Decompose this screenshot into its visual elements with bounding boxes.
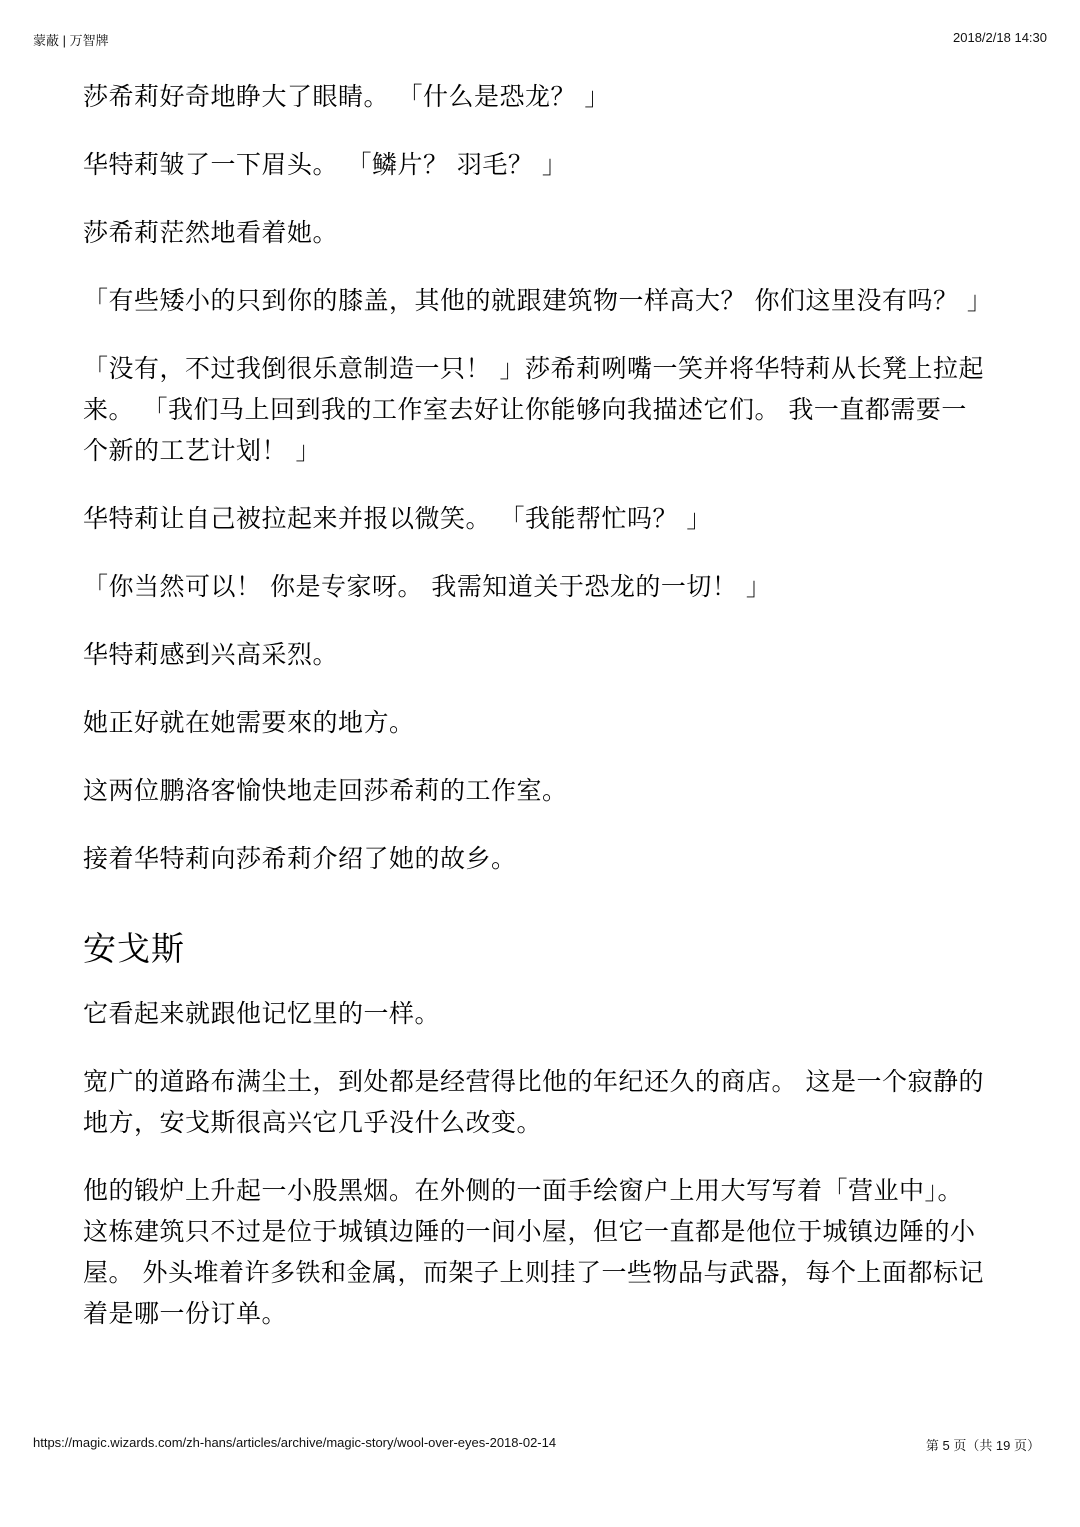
- article-body: [83, 76, 993, 1361]
- paragraph: 它看起来就跟他记忆里的一样。: [83, 999, 441, 1028]
- paragraph: 宽广的道路布满尘土，到处都是经营得比他的年纪还久的商店。 这是一个寂静的地方，安戈斯很高兴它几乎没什么改变。: [83, 1067, 984, 1137]
- page-indicator: 第 5 页（共 19 页）: [925, 1438, 1040, 1453]
- paragraph: 接着华特莉向莎希莉介绍了她的故乡。: [83, 844, 517, 873]
- paragraph: 「你当然可以！ 你是专家呀。 我需知道关于恐龙的一切！ 」: [83, 572, 772, 601]
- paragraph: 「有些矮小的只到你的膝盖，其他的就跟建筑物一样高大？ 你们这里没有吗？ 」: [83, 286, 993, 315]
- paragraph: 华特莉让自己被拉起来并报以微笑。 「我能帮忙吗？ 」: [83, 504, 712, 533]
- section-heading: 安戈斯: [83, 929, 185, 968]
- paragraph: 华特莉皱了一下眉头。 「鳞片？ 羽毛？ 」: [83, 150, 568, 179]
- paragraph: 莎希莉茫然地看着她。: [83, 218, 339, 247]
- page-title: 蒙蔽 | 万智牌: [33, 33, 109, 48]
- paragraph: 「没有，不过我倒很乐意制造一只！ 」莎希莉咧嘴一笑并将华特莉从长凳上拉起来。 「我们马上回到我的工作室去好让你能够向我描述它们。 我一直都需要一个新的工艺计划！ 」: [83, 354, 984, 465]
- paragraph: 这两位鹏洛客愉快地走回莎希莉的工作室。: [83, 776, 568, 805]
- paragraph: 华特莉感到兴高采烈。: [83, 640, 339, 669]
- print-header: [33, 30, 1047, 48]
- paragraph: 她正好就在她需要來的地方。: [83, 708, 415, 737]
- paragraph: 莎希莉好奇地睁大了眼睛。 「什么是恐龙？ 」: [83, 82, 610, 111]
- print-footer: [33, 1435, 1040, 1453]
- source-url: https://magic.wizards.com/zh-hans/articles/archive/magic-story/wool-over-eyes-2018-02-14: [33, 1435, 557, 1450]
- print-timestamp: 2018/2/18 14:30: [953, 30, 1047, 45]
- paragraph: 他的锻炉上升起一小股黑烟。在外侧的一面手绘窗户上用大写写着「营业中」。 这栋建筑只不过是位于城镇边陲的一间小屋，但它一直都是他位于城镇边陲的小屋。 外头堆着许多铁和金属，而架子上则挂了一些物品与武器，每个上面都标记着是哪一份订单。: [83, 1176, 984, 1328]
